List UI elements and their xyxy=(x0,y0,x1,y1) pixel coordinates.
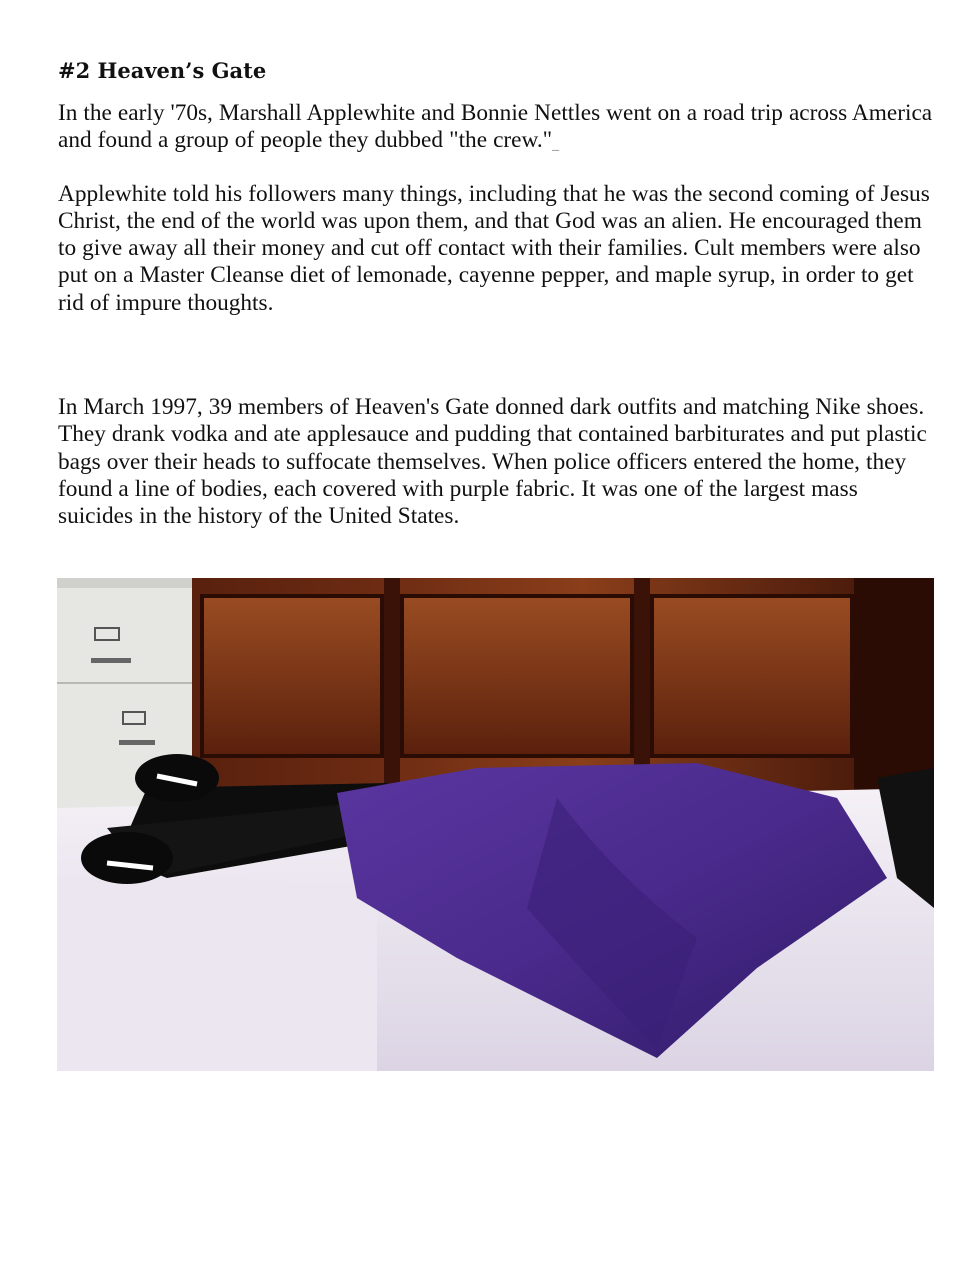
paragraph-road-trip xyxy=(58,100,938,160)
footnote-link[interactable]: _ xyxy=(552,138,560,154)
wood-panel-3 xyxy=(652,596,852,756)
paragraph-teachings: Applewhite told his followers many things, including that he was the second coming of Jesus Christ, the end of the world was upon them, and that God was an alien. He encouraged them to give away all their money and cut off contact with their families. Cult members were also put on a Master Cleanse diet of lemonade, cayenne pepper, and maple syrup, in order to get rid of impure thoughts. xyxy=(58,180,930,316)
article-heading: #2 Heaven’s Gate xyxy=(58,58,267,83)
photo-illustration xyxy=(57,578,934,1071)
cabinet-handle-1 xyxy=(91,658,131,663)
paragraph-mass-suicide: In March 1997, 39 members of Heaven's Gate donned dark outfits and matching Nike shoes. They drank vodka and ate applesauce and pudding that contained barbiturates and put plastic bags over their heads to suffocate themselves. When police officers entered the home, they found a line of bodies, each covered with purple fabric. It was one of the largest mass suicides in the history of the United States. xyxy=(58,394,927,530)
cabinet-handle-2 xyxy=(119,740,155,745)
paragraph-spacer xyxy=(58,338,938,394)
wood-panel-1 xyxy=(202,596,382,756)
article xyxy=(58,56,938,552)
article-photo xyxy=(57,578,934,1071)
wood-panel-2 xyxy=(402,596,632,756)
shoe-2 xyxy=(81,832,173,884)
paragraph-road-trip-text: In the early '70s, Marshall Applewhite and Bonnie Nettles went on a road trip across America and found a group of people they dubbed "the crew." xyxy=(58,100,933,154)
